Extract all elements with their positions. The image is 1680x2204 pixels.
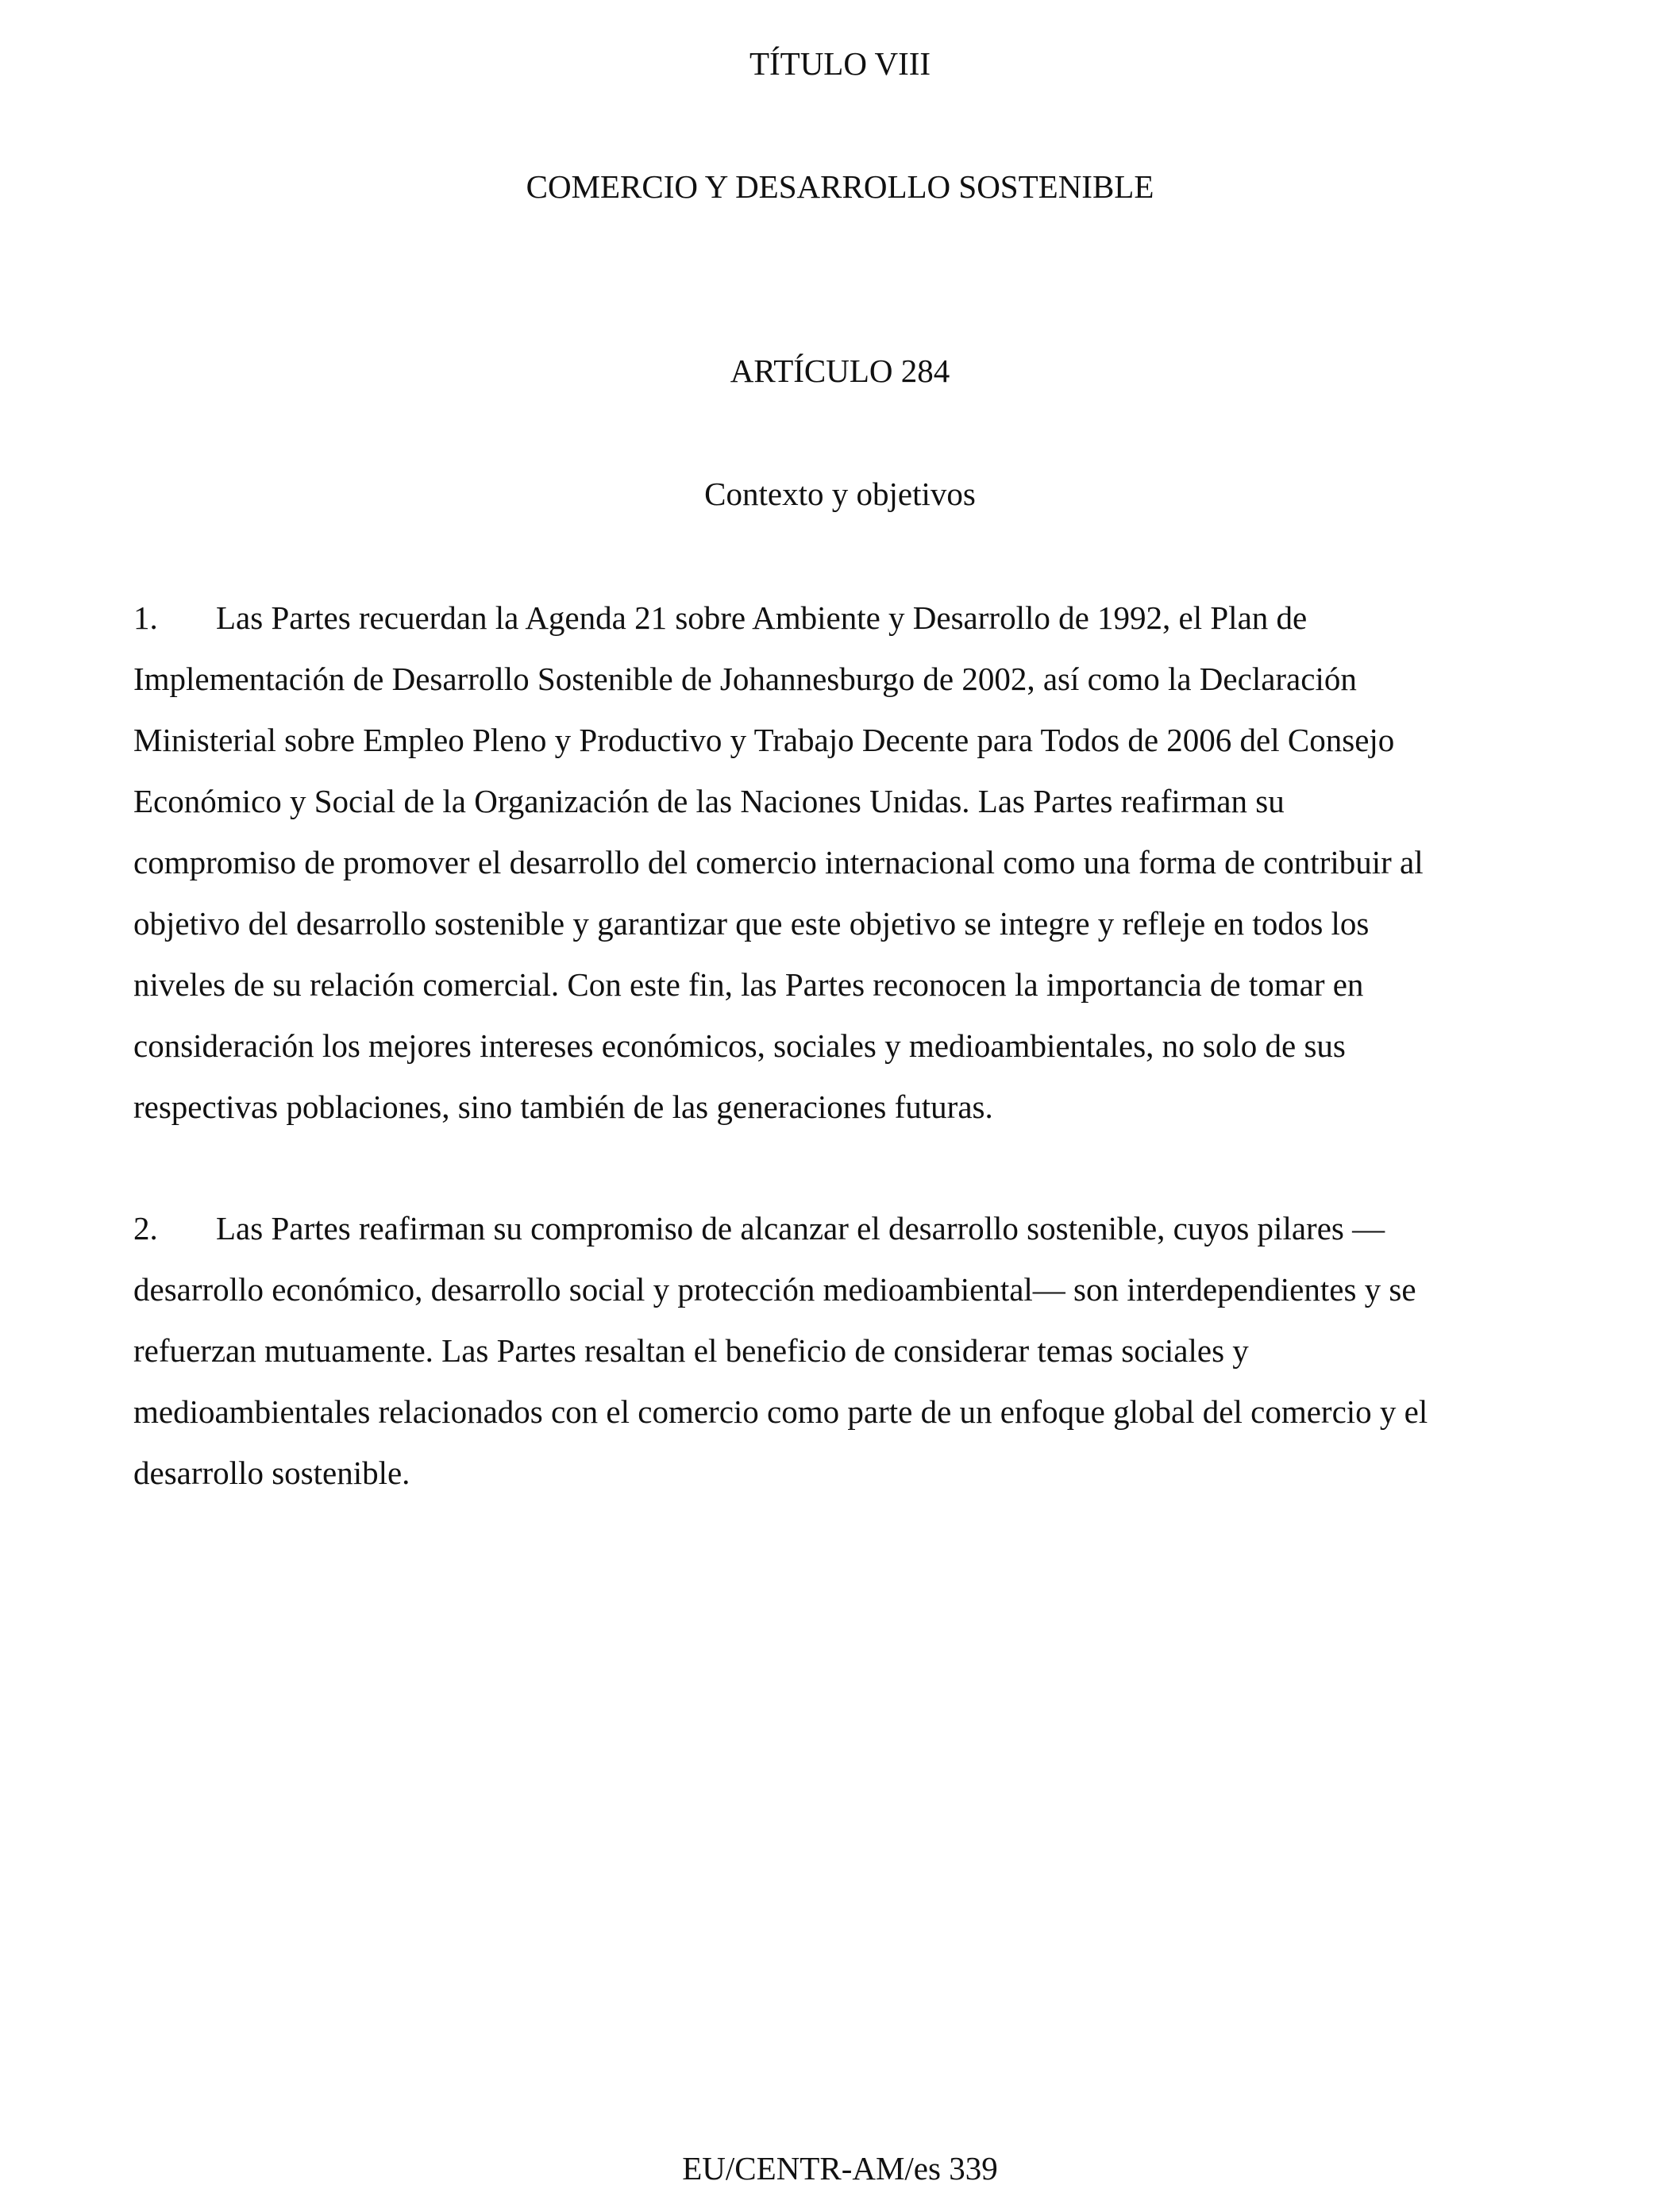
title-heading: TÍTULO VIII: [749, 45, 931, 82]
paragraph-line: desarrollo económico, desarrollo social y protección medioambiental— son interdependientes y se: [133, 1271, 1416, 1308]
page-footer-reference: EU/CENTR-AM/es 339: [682, 2150, 998, 2187]
paragraph-number: 2.: [133, 1210, 158, 1246]
paragraph-line: desarrollo sostenible.: [133, 1455, 410, 1491]
paragraph-line-text: Las Partes recuerdan la Agenda 21 sobre Ambiente y Desarrollo de 1992, el Plan de: [216, 599, 1308, 636]
paragraph-line: respectivas poblaciones, sino también de las generaciones futuras.: [133, 1089, 993, 1125]
article-number: ARTÍCULO 284: [730, 353, 950, 389]
paragraph-1: [133, 588, 1547, 1138]
paragraph-line: consideración los mejores intereses económicos, sociales y medioambientales, no solo de sus: [133, 1027, 1346, 1064]
paragraph-line: [133, 1198, 1547, 1259]
paragraph-line: Económico y Social de la Organización de las Naciones Unidas. Las Partes reafirman su: [133, 783, 1285, 819]
paragraph-line: objetivo del desarrollo sostenible y garantizar que este objetivo se integre y refleje en todos los: [133, 905, 1370, 942]
paragraph-line-text: Las Partes reafirman su compromiso de alcanzar el desarrollo sostenible, cuyos pilares —: [216, 1210, 1385, 1246]
paragraph-line: refuerzan mutuamente. Las Partes resaltan el beneficio de considerar temas sociales y: [133, 1332, 1249, 1369]
paragraph-line: [133, 588, 1547, 649]
paragraph-line: Implementación de Desarrollo Sostenible de Johannesburgo de 2002, así como la Declaración: [133, 661, 1357, 697]
paragraph-line: Ministerial sobre Empleo Pleno y Productivo y Trabajo Decente para Todos de 2006 del Consejo: [133, 722, 1395, 758]
title-name: COMERCIO Y DESARROLLO SOSTENIBLE: [526, 168, 1154, 205]
paragraph-line: compromiso de promover el desarrollo del comercio internacional como una forma de contribuir al: [133, 844, 1424, 880]
paragraph-line: medioambientales relacionados con el comercio como parte de un enfoque global del comercio y el: [133, 1393, 1428, 1430]
paragraph-line: niveles de su relación comercial. Con este fin, las Partes reconocen la importancia de tomar en: [133, 966, 1364, 1003]
paragraph-2: [133, 1198, 1547, 1504]
paragraph-number: 1.: [133, 599, 158, 636]
article-heading: Contexto y objetivos: [704, 476, 976, 512]
